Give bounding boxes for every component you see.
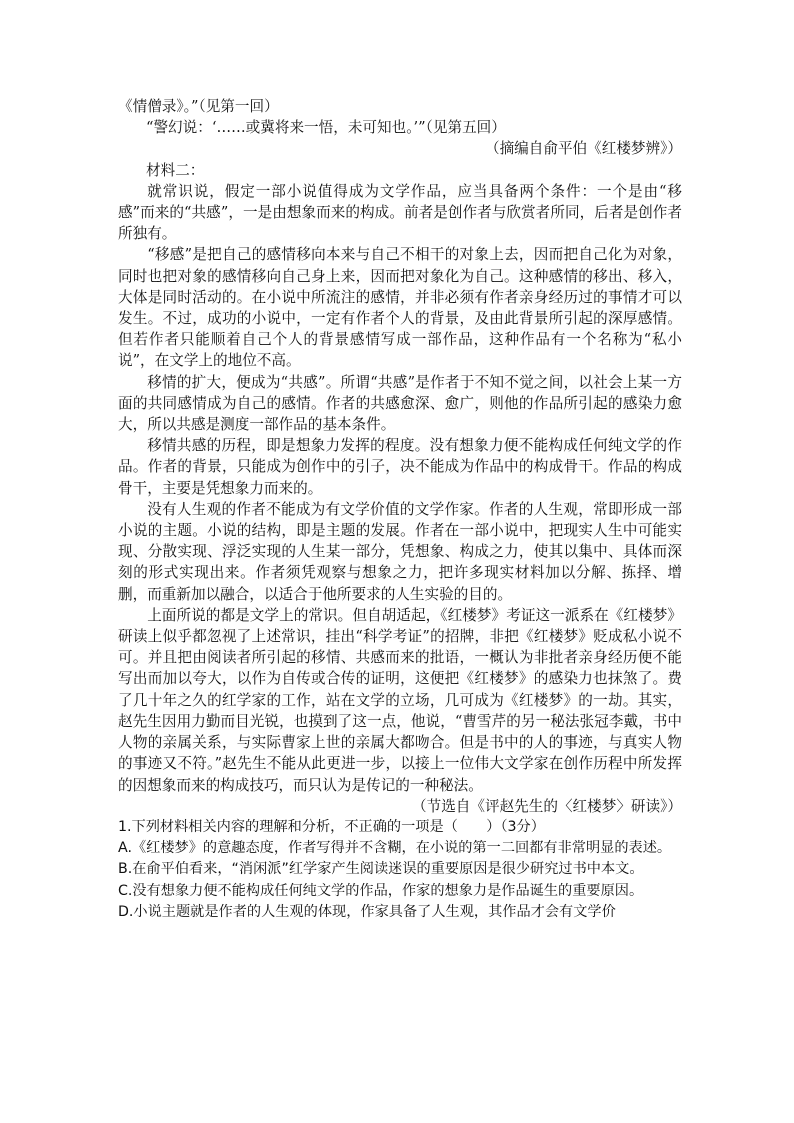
material-two-heading: 材料二： (146, 161, 205, 179)
paragraph-4: 移情共感的历程，即是想象力发挥的程度。没有想象力便不能构成任何纯文学的作品。作者的背景，只能成为创作中的引子，决不能成为作品中的构成骨干。作品的构成骨干，主要是凭想象力而来的。 (118, 437, 682, 497)
paragraph-6: 上面所说的都是文学上的常识。但自胡适起，《红楼梦》考证这一派系在《红楼梦》研读上似乎都忽视了上述常识，挂出“科学考证”的招牌，非把《红楼梦》贬成私小说不可。并且把由阅读者所引起的移情、共感而来的批语，一概认为非批者亲身经历便不能写出而加以夸大，以作为自传或合传的证明，这便把《红楼梦》的感染力也抹煞了。费了几十年之久的红学家的工作，站在文学的立场，几可成为《红楼梦》的一劫。其实，赵先生因用力勤而目光锐，也摸到了这一点，他说，“曹雪芹的另一秘法张冠李戴，书中人物的亲属关系，与实际曹家上世的亲属大都吻合。但是书中的人的事迹，与真实人物的事迹又不符。”赵先生不能从此更进一步，以接上一位伟大文学家在创作历程中所发挥的因想象而来的构成技巧，而只认为是传记的一种秘法。 (118, 606, 682, 794)
document-page (118, 96, 682, 923)
option-c: C.没有想象力便不能构成任何纯文学的作品，作家的想象力是作品诞生的重要原因。 (118, 882, 644, 899)
paragraph-1: 就常识说，假定一部小说值得成为文学作品，应当具备两个条件：一个是由“移感”而来的“共感”，一是由想象而来的构成。前者是创作者与欣赏者所同，后者是创作者所独有。 (118, 182, 682, 243)
source-citation-2: （节选自《评赵先生的〈红楼梦〉研读》） (412, 797, 682, 815)
paragraph-3: 移情的扩大，便成为“共感”。所谓“共感”是作者于不知不觉之间，以社会上某一方面的共同感情成为自己的感情。作者的共感愈深、愈广，则他的作品所引起的感染力愈大，所以共感是测度一部作品的基本条件。 (118, 373, 682, 434)
paragraph-5: 没有人生观的作者不能成为有文学价值的文学作家。作者的人生观，常即形成一部小说的主题。小说的结构，即是主题的发展。作者在一部小说中，把现实人生中可能实现、分散实现、浮泛实现的人生某一部分，凭想象、构成之力，使其以集中、具体而深刻的形式实现出来。作者须凭观察与想象之力，把许多现实材料加以分解、拣择、增删，而重新加以融合，以适合于他所要求的人生实验的目的。 (118, 500, 682, 603)
quote-line-2: “警幻说：‘……或冀将来一悟，未可知也。’”（见第五回） (146, 119, 506, 137)
option-a: A.《红楼梦》的意趣态度，作者写得并不含糊，在小说的第一二回都有非常明显的表述。 (118, 840, 672, 857)
source-citation-1: （摘编自俞平伯《红楼梦辨》） (484, 140, 682, 158)
option-d: D.小说主题就是作者的人生观的体现，作家具备了人生观，其作品才会有文学价 (118, 903, 616, 920)
paragraph-2: “移感”是把自己的感情移向本来与自己不相干的对象上去，因而把自己化为对象，同时也把对象的感情移向自己身上来，因而把对象化为自己。这种感情的移出、移入，大体是同时活动的。在小说中所流注的感情，并非必须有作者亲身经历过的事情才可以发生。不过，成功的小说中，一定有作者个人的背景，及由此背景所引起的深厚感情。但若作者只能顺着自己个人的背景感情写成一部作品，这种作品有一个名称为“私小说”，在文学上的地位不高。 (118, 246, 682, 370)
option-b: B.在俞平伯看来，“消闲派”红学家产生阅读迷误的重要原因是很少研究过书中本文。 (118, 861, 644, 878)
question-stem: 1.下列材料相关内容的理解和分析，不正确的一项是（ ）（3分） (118, 818, 545, 835)
quote-line-1: 《情僧录》。”（见第一回） (118, 98, 279, 115)
